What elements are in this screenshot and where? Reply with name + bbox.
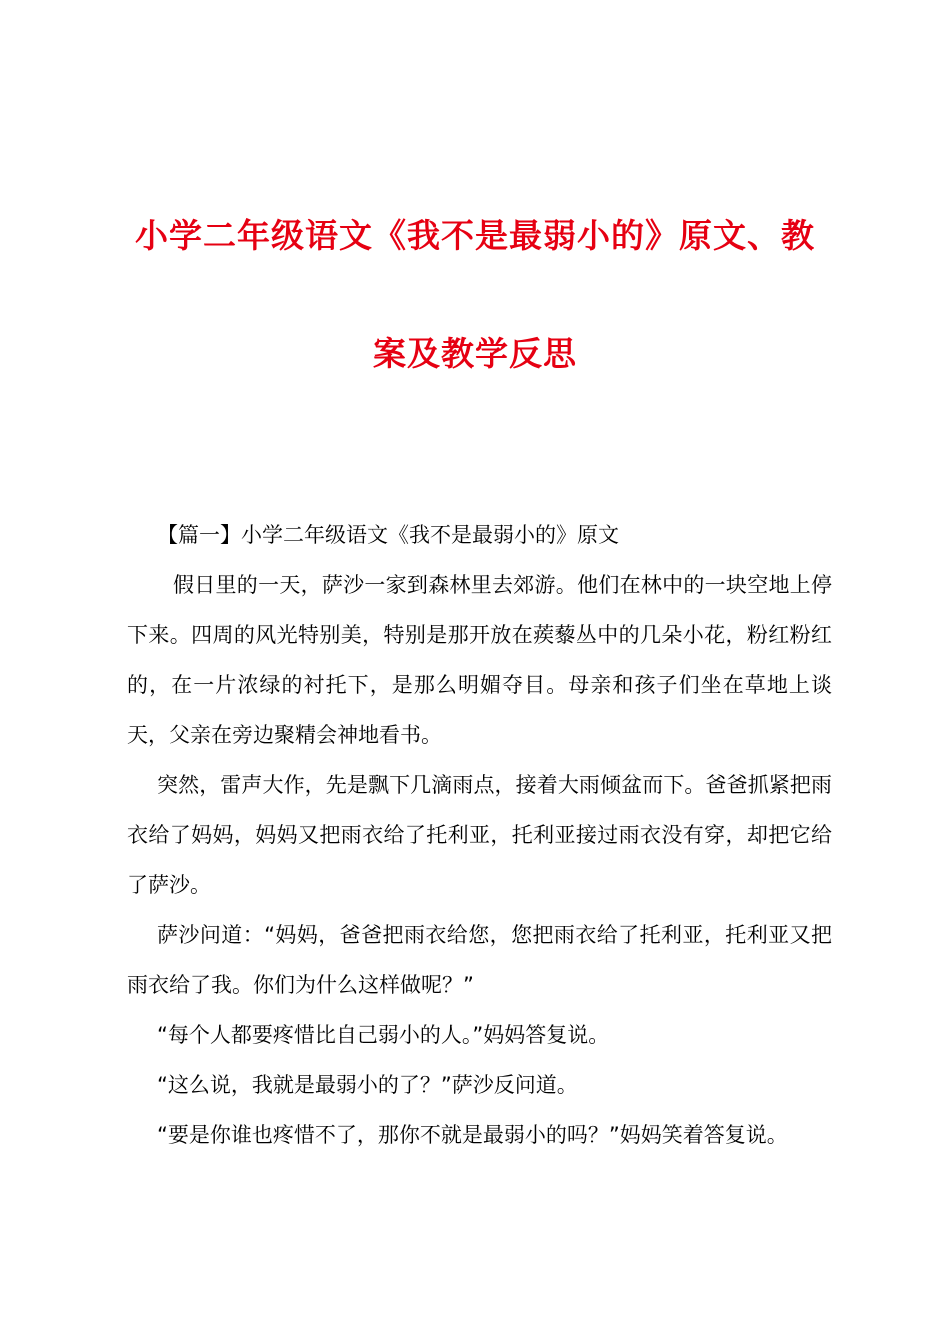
document-body (127, 510, 832, 1160)
paragraph-2: 突然，雷声大作，先是飘下几滴雨点，接着大雨倾盆而下。爸爸抓紧把雨衣给了妈妈，妈妈又把雨衣给了托利亚，托利亚接过雨衣没有穿，却把它给了萨沙。 (127, 773, 832, 897)
paragraph-6: “要是你谁也疼惜不了，那你不就是最弱小的吗？”妈妈笑着答复说。 (157, 1123, 788, 1147)
document-title-line-1: 小学二年级语文《我不是最弱小的》原文、教 (135, 216, 815, 255)
paragraph-1: 假日里的一天，萨沙一家到森林里去郊游。他们在林中的一块空地上停下来。四周的风光特别美，特别是那开放在蒺藜丛中的几朵小花，粉红粉红的，在一片浓绿的衬托下，是那么明媚夺目。母亲和孩子们坐在草地上谈天，父亲在旁边聚精会神地看书。 (127, 573, 832, 747)
document-title-line-2: 案及教学反思 (373, 334, 577, 373)
section-heading: 【篇一】小学二年级语文《我不是最弱小的》原文 (157, 523, 619, 547)
paragraph-5: “这么说，我就是最弱小的了？”萨沙反问道。 (157, 1073, 578, 1097)
paragraph-3: 萨沙问道：“妈妈，爸爸把雨衣给您，您把雨衣给了托利亚，托利亚又把雨衣给了我。你们为什么这样做呢？” (127, 923, 832, 997)
paragraph-4: “每个人都要疼惜比自己弱小的人。”妈妈答复说。 (157, 1023, 610, 1047)
